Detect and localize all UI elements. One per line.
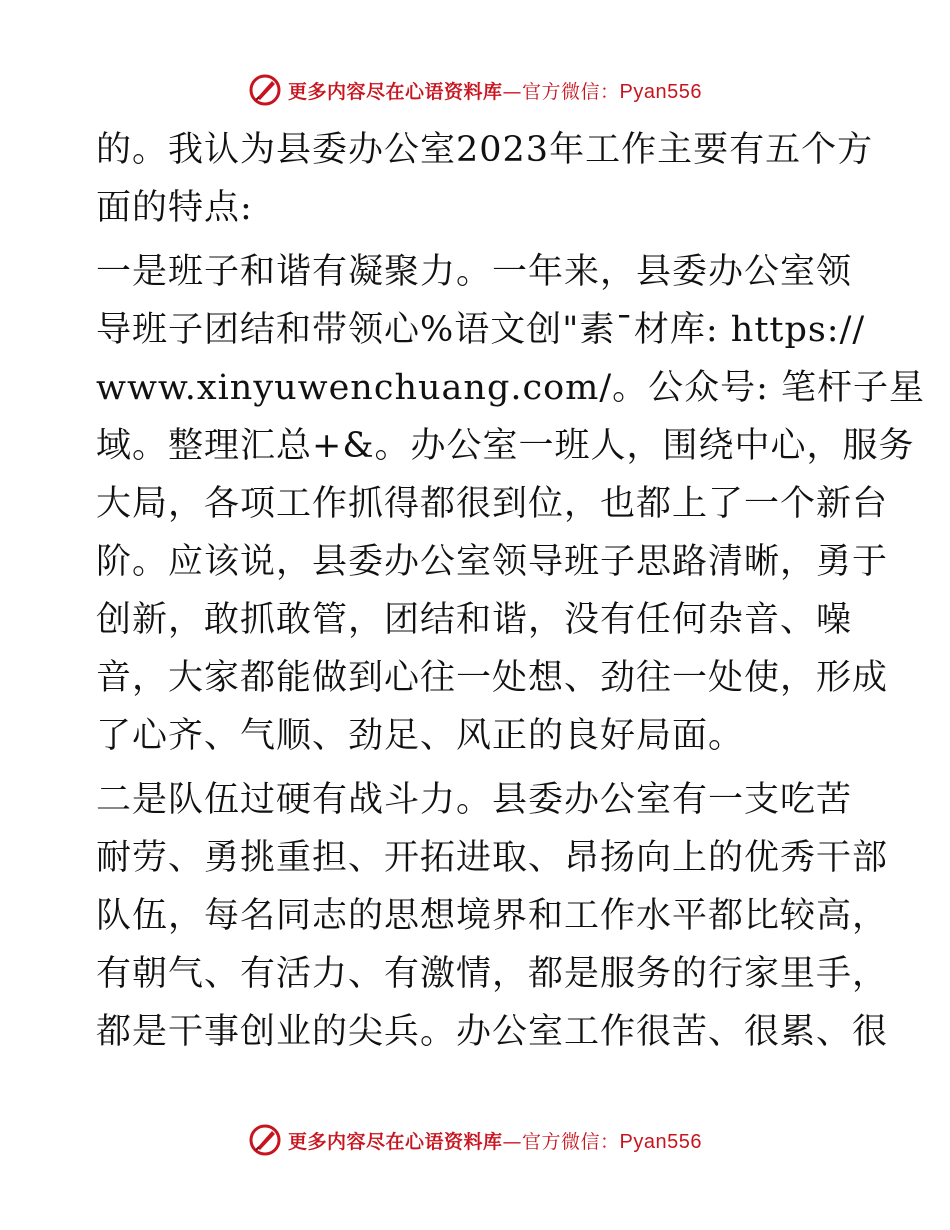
feather-pen-icon (248, 73, 282, 107)
watermark-separator: — (502, 1130, 523, 1153)
watermark-main: 更多内容尽在心语资料库 (288, 1130, 503, 1153)
text-line: 面的特点: (96, 188, 253, 228)
paragraph-2 (96, 243, 926, 765)
text-line: 都是干事创业的尖兵。办公室工作很苦、很累、很 (96, 1012, 889, 1052)
text-line: 导班子团结和带领心%语文创"素¯材库: https:// (96, 310, 866, 350)
document-body (96, 121, 926, 1061)
footer-watermark (0, 1120, 950, 1160)
text-line: www.xinyuwenchuang.com/。公众号: 笔杆子星 (96, 368, 926, 408)
text-line: 创新，敢抓敢管，团结和谐，没有任何杂音、噪 (96, 600, 853, 640)
text-line: 阶。应该说，县委办公室领导班子思路清晰，勇于 (96, 542, 889, 582)
text-line: 了心齐、气顺、劲足、风正的良好局面。 (96, 716, 745, 756)
text-line: 大局，各项工作抓得都很到位，也都上了一个新台 (96, 484, 889, 524)
watermark-text (288, 1127, 702, 1154)
text-line: 耐劳、勇挑重担、开拓进取、昂扬向上的优秀干部 (96, 838, 889, 878)
paragraph-3 (96, 771, 889, 1061)
text-line: 的。我认为县委办公室2023年工作主要有五个方 (96, 130, 874, 170)
text-line: 队伍，每名同志的思想境界和工作水平都比较高， (96, 896, 889, 936)
watermark-main: 更多内容尽在心语资料库 (288, 80, 503, 103)
feather-pen-icon (248, 1123, 282, 1157)
text-line: 二是队伍过硬有战斗力。县委办公室有一支吃苦 (96, 780, 853, 820)
paragraph-1 (96, 121, 874, 237)
watermark-account: Pyan556 (619, 1130, 702, 1153)
watermark-account: Pyan556 (619, 80, 702, 103)
watermark-separator: — (502, 80, 523, 103)
header-watermark (0, 70, 950, 110)
watermark-text (288, 77, 702, 104)
text-line: 域。整理汇总+&。办公室一班人，围绕中心，服务 (96, 426, 915, 466)
text-line: 一是班子和谐有凝聚力。一年来，县委办公室领 (96, 252, 853, 292)
text-line: 有朝气、有活力、有激情，都是服务的行家里手， (96, 954, 889, 994)
watermark-label: 官方微信： (522, 80, 620, 103)
watermark-label: 官方微信： (522, 1130, 620, 1153)
text-line: 音，大家都能做到心往一处想、劲往一处使，形成 (96, 658, 889, 698)
